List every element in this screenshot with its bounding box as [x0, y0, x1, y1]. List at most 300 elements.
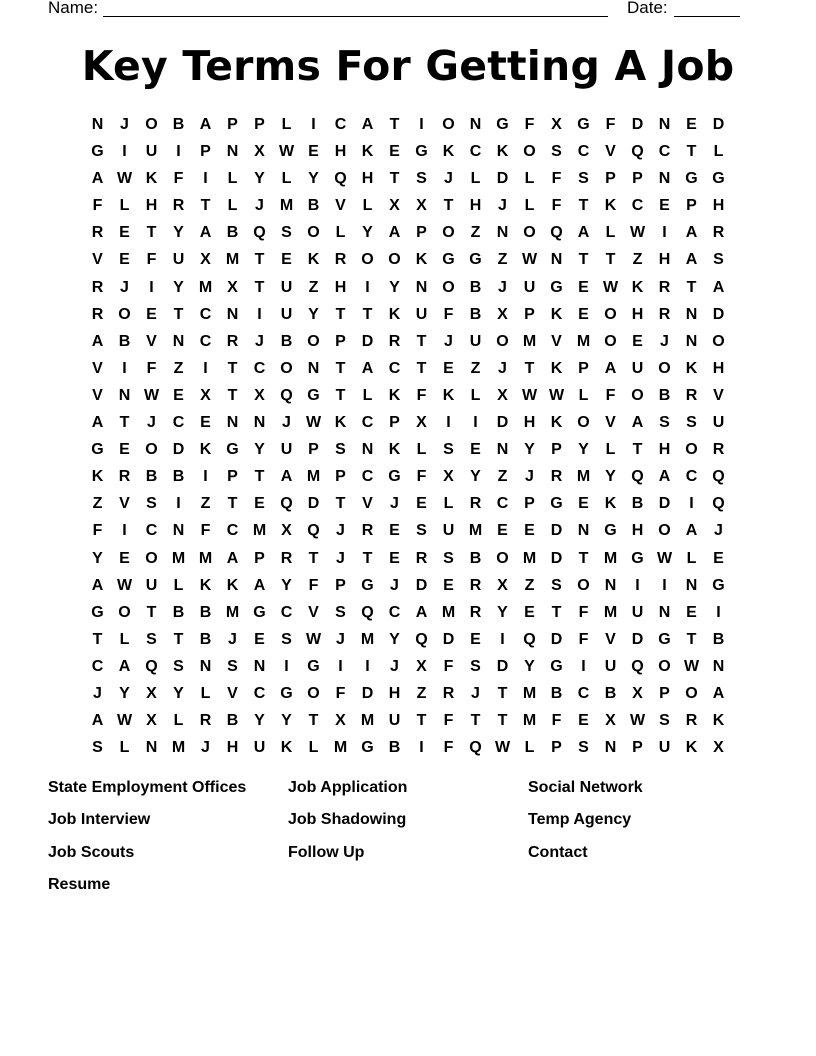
grid-letter[interactable]: E — [416, 495, 427, 513]
grid-letter[interactable]: O — [658, 359, 671, 377]
grid-letter[interactable]: L — [713, 143, 724, 161]
grid-letter[interactable]: D — [658, 495, 671, 513]
grid-letter[interactable]: K — [388, 386, 401, 404]
grid-letter[interactable]: W — [116, 170, 133, 188]
grid-letter[interactable]: E — [389, 143, 400, 161]
grid-letter[interactable]: G — [604, 522, 617, 540]
grid-letter[interactable]: V — [605, 143, 616, 161]
grid-letter[interactable]: M — [252, 522, 267, 540]
grid-letter[interactable]: L — [227, 170, 238, 188]
grid-letter[interactable]: Y — [389, 278, 400, 296]
grid-letter[interactable]: N — [685, 332, 698, 350]
grid-letter[interactable]: K — [604, 495, 617, 513]
grid-letter[interactable]: O — [685, 684, 698, 702]
grid-letter[interactable]: J — [255, 197, 264, 215]
grid-letter[interactable]: E — [173, 386, 184, 404]
grid-letter[interactable]: A — [685, 224, 698, 242]
grid-letter[interactable]: A — [91, 332, 104, 350]
grid-letter[interactable]: R — [280, 549, 293, 567]
grid-letter[interactable]: S — [146, 630, 157, 648]
grid-letter[interactable]: A — [253, 576, 266, 594]
grid-letter[interactable]: X — [335, 712, 346, 730]
grid-letter[interactable]: T — [416, 712, 427, 730]
grid-letter[interactable]: R — [658, 278, 671, 296]
grid-letter[interactable]: C — [496, 495, 509, 513]
grid-letter[interactable]: I — [662, 224, 667, 242]
grid-letter[interactable]: J — [336, 549, 345, 567]
grid-letter[interactable]: N — [658, 170, 671, 188]
grid-letter[interactable]: Q — [415, 630, 428, 648]
grid-letter[interactable]: K — [685, 359, 698, 377]
grid-letter[interactable]: G — [550, 495, 563, 513]
grid-letter[interactable]: W — [683, 657, 700, 675]
grid-letter[interactable]: C — [361, 468, 374, 486]
grid-letter[interactable]: Q — [631, 657, 644, 675]
grid-letter[interactable]: T — [146, 224, 157, 242]
grid-letter[interactable]: F — [308, 576, 319, 594]
grid-letter[interactable]: O — [712, 332, 725, 350]
grid-letter[interactable]: Z — [632, 251, 643, 269]
grid-letter[interactable]: S — [443, 549, 454, 567]
grid-letter[interactable]: X — [227, 278, 238, 296]
grid-letter[interactable]: P — [200, 143, 211, 161]
grid-letter[interactable]: N — [415, 278, 428, 296]
grid-letter[interactable]: M — [522, 332, 537, 350]
grid-letter[interactable]: Y — [524, 657, 535, 675]
grid-letter[interactable]: A — [577, 224, 590, 242]
grid-letter[interactable]: F — [578, 630, 589, 648]
grid-letter[interactable]: Y — [281, 576, 292, 594]
grid-letter[interactable]: Y — [281, 712, 292, 730]
grid-letter[interactable]: D — [712, 305, 725, 323]
grid-letter[interactable]: C — [685, 468, 698, 486]
grid-letter[interactable]: S — [659, 414, 670, 432]
grid-letter[interactable]: Y — [173, 278, 184, 296]
grid-letter[interactable]: N — [685, 305, 698, 323]
grid-letter[interactable]: U — [280, 278, 293, 296]
grid-letter[interactable]: U — [388, 712, 401, 730]
grid-letter[interactable]: Q — [145, 657, 158, 675]
grid-letter[interactable]: E — [254, 630, 265, 648]
grid-letter[interactable]: R — [685, 386, 698, 404]
grid-letter[interactable]: T — [632, 441, 643, 459]
grid-letter[interactable]: P — [416, 224, 427, 242]
grid-letter[interactable]: A — [91, 170, 104, 188]
grid-letter[interactable]: L — [200, 684, 211, 702]
grid-letter[interactable]: T — [551, 603, 562, 621]
grid-letter[interactable]: T — [227, 386, 238, 404]
grid-letter[interactable]: A — [226, 549, 239, 567]
grid-letter[interactable]: M — [279, 197, 294, 215]
grid-letter[interactable]: Q — [361, 603, 374, 621]
grid-letter[interactable]: R — [388, 332, 401, 350]
grid-letter[interactable]: G — [685, 170, 698, 188]
grid-letter[interactable]: T — [335, 386, 346, 404]
grid-letter[interactable]: R — [91, 278, 104, 296]
grid-letter[interactable]: L — [335, 224, 346, 242]
grid-letter[interactable]: K — [712, 712, 725, 730]
grid-letter[interactable]: L — [173, 712, 184, 730]
grid-letter[interactable]: J — [498, 278, 507, 296]
grid-letter[interactable]: X — [497, 576, 508, 594]
grid-letter[interactable]: B — [469, 278, 482, 296]
grid-letter[interactable]: L — [470, 386, 481, 404]
grid-letter[interactable]: F — [443, 657, 454, 675]
grid-letter[interactable]: Q — [523, 630, 536, 648]
grid-letter[interactable]: H — [631, 522, 644, 540]
grid-letter[interactable]: G — [469, 251, 482, 269]
grid-letter[interactable]: F — [416, 468, 427, 486]
grid-letter[interactable]: X — [254, 143, 265, 161]
grid-letter[interactable]: J — [336, 522, 345, 540]
grid-letter[interactable]: F — [443, 305, 454, 323]
grid-letter[interactable]: I — [500, 630, 505, 648]
grid-letter[interactable]: T — [578, 197, 589, 215]
grid-letter[interactable]: I — [419, 739, 424, 757]
grid-letter[interactable]: U — [172, 251, 185, 269]
grid-letter[interactable]: J — [444, 170, 453, 188]
grid-letter[interactable]: S — [713, 251, 724, 269]
grid-letter[interactable]: V — [308, 603, 319, 621]
grid-letter[interactable]: X — [146, 712, 157, 730]
grid-letter[interactable]: O — [307, 684, 320, 702]
grid-letter[interactable]: O — [118, 603, 131, 621]
grid-letter[interactable]: Q — [253, 224, 266, 242]
grid-letter[interactable]: R — [469, 495, 482, 513]
grid-letter[interactable]: X — [443, 468, 454, 486]
grid-letter[interactable]: N — [496, 224, 509, 242]
grid-letter[interactable]: P — [632, 739, 643, 757]
grid-letter[interactable]: O — [307, 224, 320, 242]
grid-letter[interactable]: H — [388, 684, 401, 702]
grid-letter[interactable]: P — [335, 468, 346, 486]
grid-letter[interactable]: O — [496, 332, 509, 350]
grid-letter[interactable]: P — [686, 197, 697, 215]
grid-letter[interactable]: X — [497, 305, 508, 323]
grid-letter[interactable]: A — [91, 712, 104, 730]
grid-letter[interactable]: G — [307, 657, 320, 675]
grid-letter[interactable]: M — [603, 603, 618, 621]
grid-letter[interactable]: G — [361, 576, 374, 594]
grid-letter[interactable]: Q — [307, 522, 320, 540]
grid-letter[interactable]: C — [388, 359, 401, 377]
grid-letter[interactable]: E — [119, 441, 130, 459]
grid-letter[interactable]: W — [494, 739, 511, 757]
grid-letter[interactable]: M — [171, 739, 186, 757]
grid-letter[interactable]: F — [551, 197, 562, 215]
grid-letter[interactable]: C — [577, 143, 590, 161]
grid-letter[interactable]: A — [631, 414, 644, 432]
grid-letter[interactable]: K — [307, 251, 320, 269]
grid-letter[interactable]: I — [365, 278, 370, 296]
grid-letter[interactable]: U — [280, 305, 293, 323]
grid-letter[interactable]: H — [712, 197, 725, 215]
grid-letter[interactable]: Y — [173, 684, 184, 702]
grid-letter[interactable]: B — [145, 468, 158, 486]
grid-letter[interactable]: N — [145, 739, 158, 757]
grid-letter[interactable]: L — [605, 224, 616, 242]
grid-letter[interactable]: T — [335, 359, 346, 377]
grid-letter[interactable]: W — [305, 630, 322, 648]
grid-letter[interactable]: N — [91, 116, 104, 133]
grid-letter[interactable]: M — [441, 603, 456, 621]
grid-letter[interactable]: J — [201, 739, 210, 757]
grid-letter[interactable]: T — [524, 359, 535, 377]
grid-letter[interactable]: K — [685, 739, 698, 757]
grid-letter[interactable]: R — [118, 468, 131, 486]
grid-letter[interactable]: Y — [254, 170, 265, 188]
grid-letter[interactable]: V — [227, 684, 238, 702]
grid-letter[interactable]: B — [631, 495, 644, 513]
grid-letter[interactable]: A — [199, 224, 212, 242]
grid-letter[interactable]: C — [631, 197, 644, 215]
grid-letter[interactable]: E — [443, 576, 454, 594]
grid-letter[interactable]: B — [172, 603, 185, 621]
grid-letter[interactable]: C — [145, 522, 158, 540]
grid-letter[interactable]: L — [605, 441, 616, 459]
grid-letter[interactable]: X — [713, 739, 724, 757]
grid-letter[interactable]: T — [605, 251, 616, 269]
grid-letter[interactable]: G — [658, 630, 671, 648]
grid-letter[interactable]: B — [604, 684, 617, 702]
grid-letter[interactable]: N — [604, 576, 617, 594]
grid-letter[interactable]: C — [334, 116, 347, 133]
grid-letter[interactable]: I — [419, 116, 424, 133]
grid-letter[interactable]: O — [388, 251, 401, 269]
grid-letter[interactable]: V — [92, 251, 103, 269]
grid-letter[interactable]: P — [632, 170, 643, 188]
grid-letter[interactable]: P — [308, 441, 319, 459]
grid-letter[interactable]: G — [712, 170, 725, 188]
grid-letter[interactable]: M — [360, 630, 375, 648]
grid-letter[interactable]: D — [496, 657, 509, 675]
grid-letter[interactable]: E — [659, 197, 670, 215]
grid-letter[interactable]: L — [308, 739, 319, 757]
grid-letter[interactable]: V — [92, 386, 103, 404]
grid-letter[interactable]: I — [176, 143, 181, 161]
grid-letter[interactable]: X — [416, 197, 427, 215]
grid-letter[interactable]: T — [686, 630, 697, 648]
grid-letter[interactable]: P — [254, 116, 265, 133]
grid-letter[interactable]: M — [468, 522, 483, 540]
grid-letter[interactable]: T — [335, 495, 346, 513]
grid-letter[interactable]: O — [496, 549, 509, 567]
grid-letter[interactable]: T — [686, 278, 697, 296]
grid-letter[interactable]: H — [226, 739, 239, 757]
grid-letter[interactable]: T — [227, 495, 238, 513]
grid-letter[interactable]: L — [362, 386, 373, 404]
grid-letter[interactable]: L — [578, 386, 589, 404]
grid-letter[interactable]: S — [92, 739, 103, 757]
grid-letter[interactable]: N — [577, 522, 590, 540]
grid-letter[interactable]: H — [712, 359, 725, 377]
grid-letter[interactable]: O — [604, 332, 617, 350]
grid-letter[interactable]: R — [91, 305, 104, 323]
grid-letter[interactable]: I — [635, 576, 640, 594]
grid-letter[interactable]: W — [521, 386, 538, 404]
grid-letter[interactable]: T — [335, 305, 346, 323]
grid-letter[interactable]: L — [119, 739, 130, 757]
grid-letter[interactable]: W — [629, 224, 646, 242]
grid-letter[interactable]: T — [497, 712, 508, 730]
grid-letter[interactable]: D — [307, 495, 320, 513]
grid-letter[interactable]: O — [280, 359, 293, 377]
grid-letter[interactable]: I — [122, 359, 127, 377]
grid-letter[interactable]: J — [660, 332, 669, 350]
grid-letter[interactable]: Q — [631, 143, 644, 161]
grid-letter[interactable]: B — [172, 468, 185, 486]
grid-letter[interactable]: K — [415, 251, 428, 269]
grid-letter[interactable]: E — [524, 522, 535, 540]
grid-letter[interactable]: U — [712, 414, 725, 432]
grid-letter[interactable]: P — [335, 332, 346, 350]
grid-letter[interactable]: X — [551, 116, 562, 133]
grid-letter[interactable]: U — [631, 603, 644, 621]
grid-letter[interactable]: A — [91, 576, 104, 594]
grid-letter[interactable]: D — [631, 116, 644, 133]
grid-letter[interactable]: U — [253, 739, 266, 757]
grid-letter[interactable]: I — [338, 657, 343, 675]
grid-letter[interactable]: Z — [470, 224, 481, 242]
grid-letter[interactable]: N — [172, 332, 185, 350]
grid-letter[interactable]: F — [443, 739, 454, 757]
grid-letter[interactable]: S — [686, 414, 697, 432]
grid-letter[interactable]: X — [254, 386, 265, 404]
grid-letter[interactable]: V — [119, 495, 130, 513]
grid-letter[interactable]: E — [578, 278, 589, 296]
grid-letter[interactable]: I — [122, 522, 127, 540]
grid-letter[interactable]: R — [658, 305, 671, 323]
grid-letter[interactable]: X — [200, 386, 211, 404]
grid-letter[interactable]: Y — [497, 603, 508, 621]
grid-letter[interactable]: O — [685, 441, 698, 459]
grid-letter[interactable]: V — [146, 332, 157, 350]
grid-letter[interactable]: H — [658, 441, 671, 459]
grid-letter[interactable]: O — [631, 386, 644, 404]
grid-letter[interactable]: D — [172, 441, 185, 459]
grid-letter[interactable]: S — [281, 224, 292, 242]
grid-letter[interactable]: L — [227, 197, 238, 215]
grid-letter[interactable]: Y — [92, 549, 103, 567]
grid-letter[interactable]: Z — [470, 359, 481, 377]
grid-letter[interactable]: O — [145, 116, 158, 133]
grid-letter[interactable]: P — [578, 359, 589, 377]
grid-letter[interactable]: G — [280, 684, 293, 702]
grid-letter[interactable]: H — [334, 278, 347, 296]
grid-letter[interactable]: I — [446, 414, 451, 432]
grid-letter[interactable]: I — [203, 170, 208, 188]
grid-letter[interactable]: G — [415, 143, 428, 161]
grid-letter[interactable]: A — [118, 657, 131, 675]
grid-letter[interactable]: R — [172, 197, 185, 215]
grid-letter[interactable]: K — [226, 576, 239, 594]
grid-letter[interactable]: X — [416, 657, 427, 675]
grid-letter[interactable]: E — [470, 441, 481, 459]
grid-letter[interactable]: I — [311, 116, 316, 133]
grid-letter[interactable]: O — [442, 116, 455, 133]
grid-letter[interactable]: B — [226, 712, 239, 730]
grid-letter[interactable]: N — [658, 116, 671, 133]
grid-letter[interactable]: Y — [254, 712, 265, 730]
grid-letter[interactable]: F — [92, 197, 103, 215]
grid-letter[interactable]: N — [658, 603, 671, 621]
grid-letter[interactable]: T — [173, 630, 184, 648]
grid-letter[interactable]: U — [631, 359, 644, 377]
grid-letter[interactable]: D — [361, 684, 374, 702]
grid-letter[interactable]: C — [469, 143, 482, 161]
grid-letter[interactable]: D — [550, 549, 563, 567]
grid-letter[interactable]: T — [119, 414, 130, 432]
grid-letter[interactable]: G — [496, 116, 509, 133]
grid-letter[interactable]: X — [146, 684, 157, 702]
grid-letter[interactable]: Y — [119, 684, 130, 702]
grid-letter[interactable]: G — [91, 143, 104, 161]
grid-letter[interactable]: T — [416, 332, 427, 350]
grid-letter[interactable]: F — [173, 170, 184, 188]
grid-letter[interactable]: B — [307, 197, 320, 215]
grid-letter[interactable]: N — [469, 116, 482, 133]
grid-letter[interactable]: W — [116, 576, 133, 594]
grid-letter[interactable]: L — [443, 495, 454, 513]
grid-letter[interactable]: O — [577, 576, 590, 594]
grid-letter[interactable]: I — [662, 576, 667, 594]
grid-letter[interactable]: B — [199, 630, 212, 648]
grid-letter[interactable]: O — [658, 522, 671, 540]
grid-letter[interactable]: X — [281, 522, 292, 540]
grid-letter[interactable]: T — [173, 305, 184, 323]
grid-letter[interactable]: H — [469, 197, 482, 215]
grid-letter[interactable]: O — [604, 305, 617, 323]
grid-letter[interactable]: B — [469, 549, 482, 567]
grid-letter[interactable]: C — [226, 522, 239, 540]
grid-letter[interactable]: E — [578, 305, 589, 323]
grid-letter[interactable]: P — [254, 549, 265, 567]
grid-letter[interactable]: H — [658, 251, 671, 269]
grid-letter[interactable]: F — [551, 712, 562, 730]
grid-letter[interactable]: G — [577, 116, 590, 133]
grid-letter[interactable]: M — [225, 603, 240, 621]
grid-letter[interactable]: X — [632, 684, 643, 702]
grid-letter[interactable]: N — [226, 143, 239, 161]
grid-letter[interactable]: N — [712, 657, 725, 675]
grid-letter[interactable]: C — [361, 414, 374, 432]
grid-letter[interactable]: E — [119, 251, 130, 269]
grid-letter[interactable]: F — [146, 359, 157, 377]
grid-letter[interactable]: Y — [578, 441, 589, 459]
grid-letter[interactable]: P — [524, 495, 535, 513]
grid-letter[interactable]: T — [146, 603, 157, 621]
grid-letter[interactable]: H — [145, 197, 158, 215]
grid-letter[interactable]: I — [689, 495, 694, 513]
grid-letter[interactable]: F — [416, 386, 427, 404]
grid-letter[interactable]: F — [551, 170, 562, 188]
grid-letter[interactable]: A — [658, 468, 671, 486]
grid-letter[interactable]: C — [199, 305, 212, 323]
grid-letter[interactable]: U — [280, 441, 293, 459]
grid-letter[interactable]: Q — [631, 468, 644, 486]
grid-letter[interactable]: N — [118, 386, 131, 404]
grid-letter[interactable]: K — [91, 468, 104, 486]
grid-letter[interactable]: N — [685, 576, 698, 594]
grid-letter[interactable]: E — [497, 522, 508, 540]
grid-letter[interactable]: Z — [497, 468, 508, 486]
grid-letter[interactable]: S — [335, 441, 346, 459]
grid-letter[interactable]: C — [280, 603, 293, 621]
grid-letter[interactable]: U — [415, 305, 428, 323]
grid-letter[interactable]: C — [658, 143, 671, 161]
grid-letter[interactable]: O — [307, 332, 320, 350]
grid-letter[interactable]: L — [686, 549, 697, 567]
